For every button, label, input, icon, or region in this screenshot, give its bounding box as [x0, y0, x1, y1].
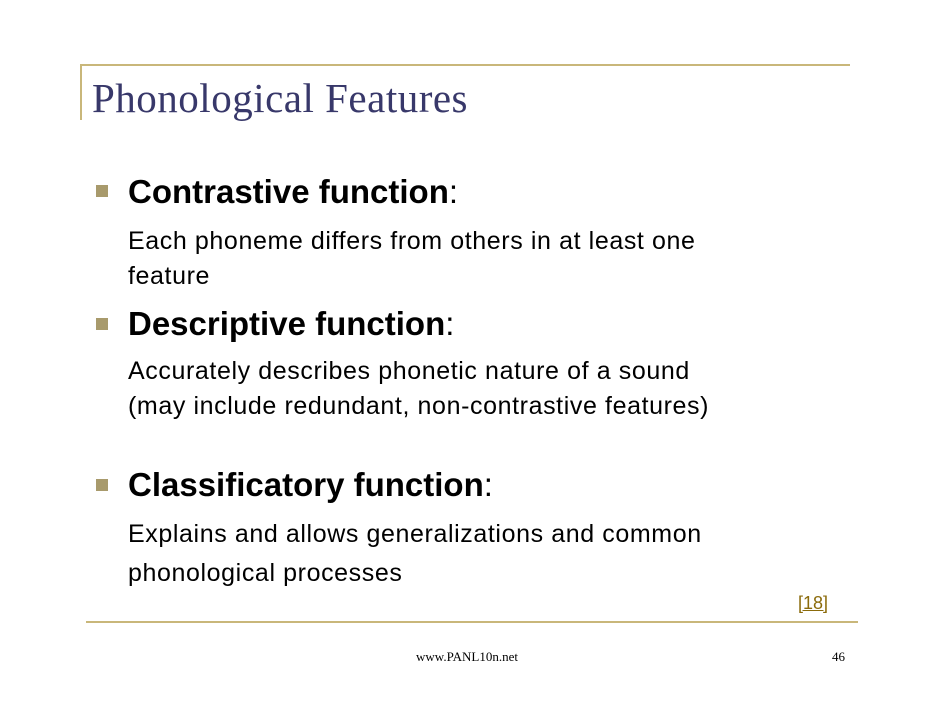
footer-rule — [86, 621, 858, 623]
square-bullet-icon — [96, 185, 108, 197]
bullet-heading-contrastive — [128, 173, 458, 211]
heading-text: Contrastive function — [128, 173, 449, 210]
bullet-body-line: Accurately describes phonetic nature of a sound — [128, 357, 690, 385]
bullet-body-line: feature — [128, 262, 211, 290]
bullet-body-line: phonological processes — [128, 559, 403, 587]
title-frame-top-rule — [80, 64, 850, 66]
square-bullet-icon — [96, 479, 108, 491]
heading-colon: : — [445, 305, 455, 342]
bullet-body-line: (may include redundant, non-contrastive features) — [128, 392, 710, 420]
heading-colon: : — [483, 466, 493, 503]
reference-link[interactable]: [18] — [798, 593, 829, 613]
bullet-body-line: Each phoneme differs from others in at least one — [128, 227, 696, 255]
heading-colon: : — [448, 173, 459, 210]
heading-text: Classificatory function — [128, 466, 484, 503]
title-frame-left-rule — [80, 64, 82, 120]
bullet-heading-classificatory — [128, 466, 493, 504]
heading-text: Descriptive function — [128, 305, 446, 342]
bullet-heading-descriptive — [128, 305, 454, 343]
square-bullet-icon — [96, 318, 108, 330]
bullet-body-line: Explains and allows generalizations and common — [128, 520, 702, 548]
footer-url: www.PANL10n.net — [416, 649, 518, 664]
page-number: 46 — [832, 649, 845, 664]
slide-title: Phonological Features — [92, 75, 469, 121]
